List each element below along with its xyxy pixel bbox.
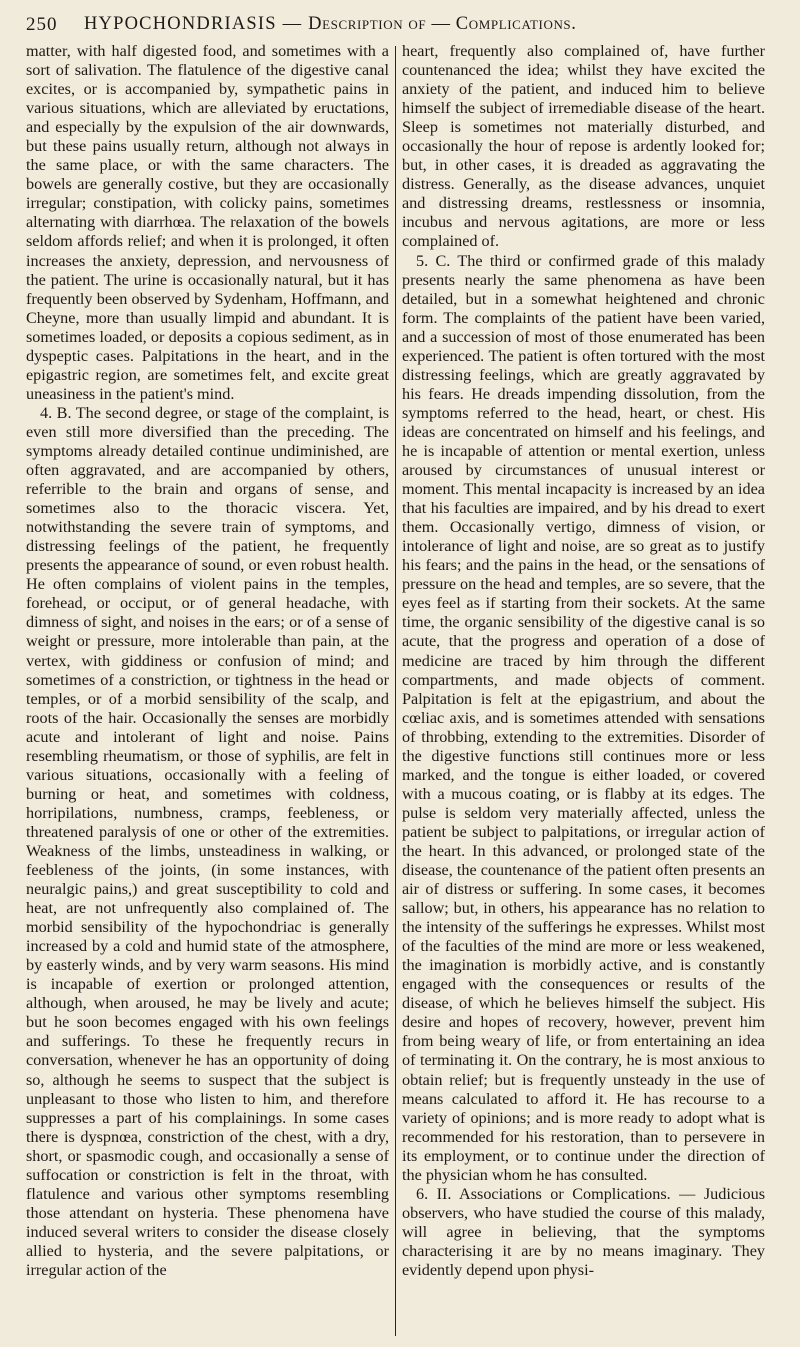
paragraph: 6. II. Associations or Complications. — Judicious observers, who have studied the course of this malady, will agree in believing, that the symptoms characterising it are by no means imaginary. They evidently depend upon physi- [402,1184,765,1279]
text-columns [26,42,780,1340]
running-head-subtitle: Description of — Complications. [308,14,577,34]
page-number: 250 [26,14,58,35]
page-header [26,14,780,40]
running-head-main: HYPOCHONDRIASIS [84,14,277,34]
paragraph: matter, with half digested food, and sometimes with a sort of salivation. The flatulence of the digestive canal excites, or is accompanied by, sympathetic pains in various situations, which are alleviated by eructations, and especially by the expulsion of the air downwards, but these pains usually return, although not always in the same place, or with the same characters. The bowels are generally costive, but they are occasionally irregular; constipation, with colicky pains, sometimes alternating with diarrhœa. The relaxation of the bowels seldom affords relief; and when it is prolonged, it often increases the anxiety, depression, and nervousness of the patient. The urine is occasionally natural, but it has frequently been observed by Sydenham, Hoffmann, and Cheyne, more than usually limpid and abundant. It is sometimes loaded, or deposits a copious sediment, as in dyspeptic cases. Palpitations in the heart, and in the epigastric region, are sometimes felt, and excite great uneasiness in the patient's mind. [26,42,389,403]
running-head-separator: — [276,14,309,34]
paragraph: 4. B. The second degree, or stage of the complaint, is even still more diversified than the preceding. The symptoms already detailed continue undiminished, are often aggravated, and are accompanied by others, referrible to the brain and organs of sense, and sometimes also to the thoracic viscera. Yet, notwithstanding the severe train of symptoms, and distressing feelings of the patient, he frequently presents the appearance of sound, or even robust health. He often complains of violent pains in the temples, forehead, or occiput, or of general headache, with dimness of sight, and noises in the ears; or of a sense of weight or pressure, more intolerable than pain, at the vertex, with giddiness or confusion of mind; and sometimes of a constriction, or tightness in the head or temples, or of a morbid sensibility of the scalp, and roots of the hair. Occasionally the senses are morbidly acute and intolerant of light and noise. Pains resembling rheumatism, or those of syphilis, are felt in various situations, occasionally with a feeling of burning or heat, and sometimes with coldness, horripilations, numbness, cramps, feebleness, or threatened paralysis of one or other of the extremities. Weakness of the limbs, unsteadiness in walking, or feebleness of the joints, (in some instances, with neuralgic pains,) and great susceptibility to cold and heat, are not unfrequently also complained of. The morbid sensibility of the hypochondriac is generally increased by a cold and humid state of the atmosphere, by easterly winds, and by very warm seasons. His mind is incapable of exertion or prolonged attention, although, when aroused, he may be lively and acute; but he soon becomes engaged with his own feelings and sufferings. To these he frequently recurs in conversation, whenever he has an opportunity of doing so, although he seems to suspect that the subject is unpleasant to those who listen to him, and therefore suppresses a part of his complainings. In some cases there is dyspnœa, constriction of the chest, with a dry, short, or spasmodic cough, and occasionally a sense of suffocation or constriction is felt in the throat, with flatulence and various other symptoms resembling those attendant on hysteria. These phenomena have induced several writers to consider the disease closely allied to hysteria, and the severe palpitations, or irregular action of the [26,403,389,1279]
paragraph: heart, frequently also complained of, have further countenanced the idea; whilst they have excited the anxiety of the patient, and induced him to believe himself the subject of irremediable disease of the heart. Sleep is sometimes not materially disturbed, and occasionally the hour of repose is ardently looked for; but, in other cases, it is dreaded as aggravating the distress. Generally, as the disease advances, unquiet and distressing dreams, restlessness or insomnia, incubus and nervous agitations, are more or less complained of. [402,42,765,251]
left-column [26,42,389,1340]
paragraph: 5. C. The third or confirmed grade of this malady presents nearly the same phenomena as have been detailed, but in a somewhat heightened and chronic form. The complaints of the patient have been varied, and a succession of most of those enumerated has been experienced. The patient is often tortured with the most distressing feelings, which are greatly aggravated by his fears. He dreads impending dissolution, from the symptoms referred to the head, heart, or chest. His ideas are concentrated on himself and his feelings, and he is incapable of attention or mental exertion, unless aroused by circumstances of unusual interest or moment. This mental incapacity is increased by an idea that his faculties are impaired, and by his dread to exert them. Occasionally vertigo, dimness of vision, or intolerance of light and noise, are so great as to justify his fears; and the pains in the head, or the sensations of pressure on the head and temples, are so severe, that the eyes feel as if starting from their sockets. At the same time, the organic sensibility of the digestive canal is so acute, that the progress and operation of a dose of medicine are traced by him through the different compartments, and made objects of comment. Palpitation is felt at the epigastrium, and about the cœliac axis, and is sometimes attended with sensations of throbbing, extending to the extremities. Disorder of the digestive functions still continues more or less marked, and the tongue is either loaded, or covered with a mucous coating, or is flabby at its edges. The pulse is seldom very materially affected, unless the patient be subject to palpitations, or irregular action of the heart. In this advanced, or prolonged state of the disease, the countenance of the patient often presents an air of distress or suffering. In some cases, it becomes sallow; but, in others, his appearance has no relation to the intensity of the sufferings he expresses. Whilst most of the faculties of the mind are more or less weakened, the imagination is morbidly active, and is constantly engaged with the consequences or results of the disease, of which he believes himself the subject. His desire and hopes of recovery, however, prevent him from being weary of life, or from entertaining an idea of terminating it. On the contrary, he is most anxious to obtain relief; but is frequently unsteady in the use of means calculated to afford it. He has recourse to a variety of opinions; and is more ready to adopt what is recommended for his restoration, than to persevere in its employment, or to continue under the direction of the physician whom he has consulted. [402,251,765,1184]
right-column [402,42,765,1340]
running-head [84,14,577,35]
column-divider [395,46,396,1336]
